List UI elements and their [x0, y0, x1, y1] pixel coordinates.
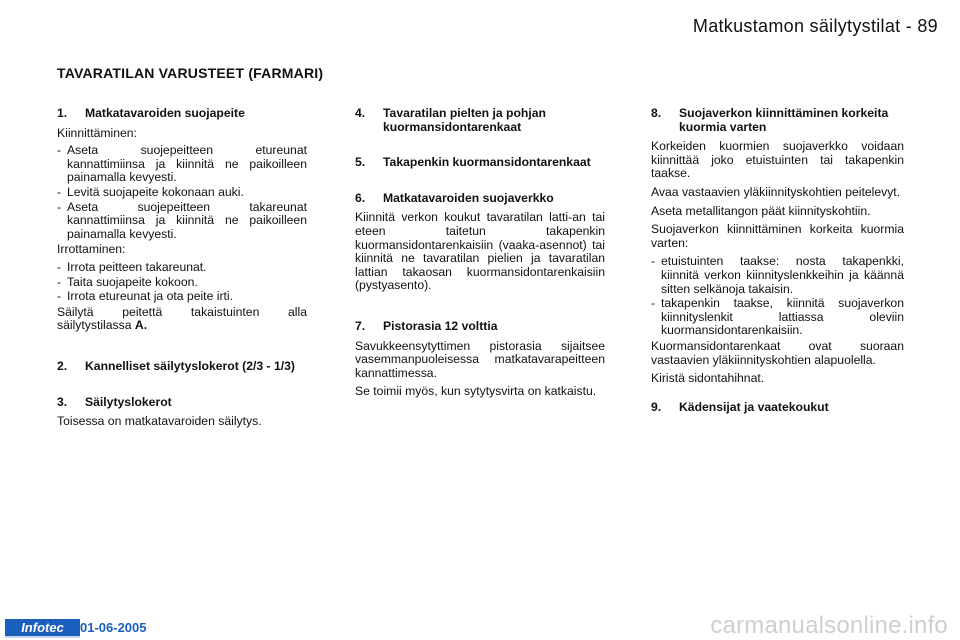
paragraph: Aseta metallitangon päät kiinnityskohtiin. [651, 203, 871, 218]
heading-text: Matkatavaroiden suojaverkko [383, 190, 554, 205]
paragraph: Avaa vastaavien yläkiinnityskohtien peitelevyt. [651, 184, 901, 199]
list-item: - etuistuinten taakse: nosta takapenkki, kiinnitä verkon kiinnityslenkkeihin ja käännä sitten selkänoja takaisin. [651, 255, 904, 296]
watermark: carmanualsonline.info [710, 612, 948, 639]
list-item: - takapenkin taakse, kiinnitä suojaverkon kiinnityslenkit lattiassa oleviin kuormansidontarenkaisiin. [651, 297, 904, 338]
heading-text: Takapenkin kuormansidontarenkaat [383, 155, 591, 170]
column-3 [651, 107, 904, 414]
paragraph: Kuormansidontarenkaat ovat suoraan vastaavien yläkiinnityskohtien alapuolella. [651, 338, 904, 367]
heading-4 [355, 107, 605, 134]
list-item: - Irrota etureunat ja ota peite irti. [57, 290, 307, 304]
storage-paragraph [57, 306, 307, 333]
heading-9 [651, 401, 904, 415]
heading-number: 8. [651, 106, 662, 120]
storage-text: Säilytä peitettä takaistuinten alla säilytystilassa [57, 304, 307, 333]
column-1 [57, 107, 307, 434]
heading-1 [57, 107, 307, 121]
list-item: - Aseta suojepeitteen takareunat kannattimiinsa ja kiinnitä ne paikoilleen painamalla kevyesti. [57, 201, 307, 242]
heading-6 [355, 192, 605, 206]
heading-6-body: Kiinnitä verkon koukut tavaratilan latti-an tai eteen taitetun takapenkin kuormansidontarenkaisiin (vaaka-asennot) tai kiinnitä ne tavaratilan pielien ja tavaratilan lattian takaosan kuormansidontarenkaisiin (pystyasento). [355, 210, 605, 293]
column-2 [355, 107, 605, 404]
heading-text: Suojaverkon kiinnittäminen korkeita kuormia varten [679, 106, 889, 134]
heading-text: Kannelliset säilytyslokerot (2/3 - 1/3) [85, 358, 295, 373]
heading-number: 7. [355, 318, 366, 333]
heading-text: Kädensijat ja vaatekoukut [679, 399, 829, 414]
heading-number: 4. [355, 106, 366, 120]
footer-date: 01-06-2005 [80, 620, 147, 635]
paragraph: Suojaverkon kiinnittäminen korkeita kuormia varten: [651, 222, 904, 250]
storage-ref: A. [134, 318, 148, 333]
list-item: - Taita suojapeite kokoon. [57, 276, 307, 290]
heading-text: Säilytyslokerot [85, 394, 172, 409]
heading-number: 2. [57, 358, 68, 373]
infotec-logo: Infotec [5, 619, 80, 638]
page-header: Matkustamon säilytystilat - 89 [692, 16, 938, 36]
heading-8 [651, 107, 904, 134]
list-item: - Aseta suojepeitteen etureunat kannattimiinsa ja kiinnitä ne paikoilleen painamalla kevyesti. [57, 144, 307, 185]
heading-7-body-2: Se toimii myös, kun sytytysvirta on katkaistu. [355, 384, 597, 399]
mounting-steps [651, 255, 904, 338]
paragraph: Korkeiden kuormien suojaverkko voidaan kiinnittää joko etuistuinten tai takapenkin taakse. [651, 139, 904, 181]
heading-3 [57, 396, 307, 410]
section-title: TAVARATILAN VARUSTEET (FARMARI) [57, 65, 324, 81]
remove-label: Irrottaminen: [57, 242, 126, 257]
list-item: - Irrota peitteen takareunat. [57, 261, 307, 275]
heading-number: 3. [57, 394, 68, 409]
heading-2 [57, 360, 307, 374]
heading-number: 6. [355, 190, 366, 205]
heading-5 [355, 156, 605, 170]
heading-text: Pistorasia 12 volttia [383, 318, 498, 333]
heading-3-body: Toisessa on matkatavaroiden säilytys. [57, 414, 262, 429]
heading-text: Tavaratilan pielten ja pohjan kuormansidontarenkaat [383, 106, 546, 134]
install-label: Kiinnittäminen: [57, 125, 137, 140]
remove-steps [57, 261, 307, 304]
heading-7-body-1: Savukkeensytyttimen pistorasia sijaitsee vasemmanpuoleisessa matkatavarapeitteen kannattimessa. [355, 338, 605, 380]
list-item: - Levitä suojapeite kokonaan auki. [57, 186, 307, 200]
install-steps [57, 144, 307, 241]
heading-7 [355, 320, 605, 334]
heading-number: 1. [57, 106, 68, 120]
heading-text: Matkatavaroiden suojapeite [85, 106, 245, 120]
heading-number: 9. [651, 399, 662, 414]
heading-number: 5. [355, 155, 366, 170]
paragraph: Kiristä sidontahihnat. [651, 371, 765, 386]
